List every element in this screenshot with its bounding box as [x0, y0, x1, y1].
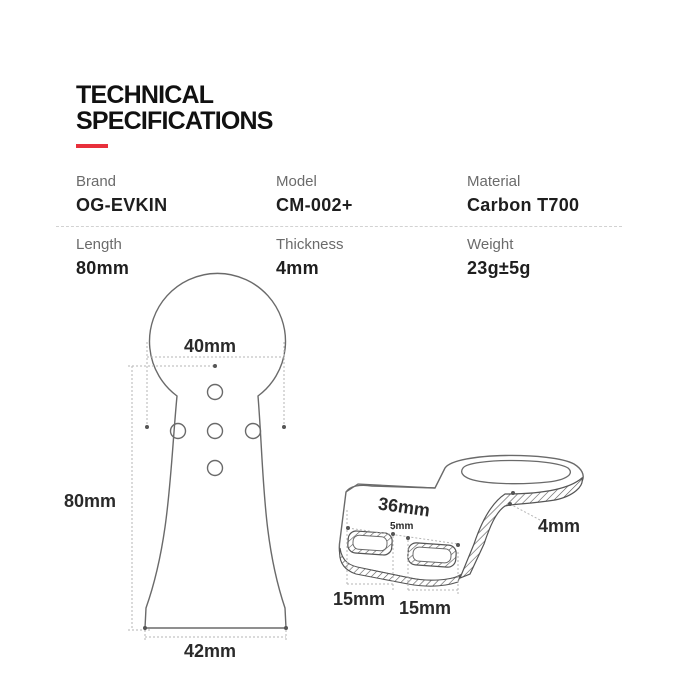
spec-label: Brand: [76, 173, 117, 190]
dim-slot-right: 15mm: [399, 598, 452, 618]
front-dimension-guides: [128, 342, 286, 640]
front-view: [145, 273, 286, 628]
spec-label: Weight: [467, 236, 514, 253]
spec-label: Length: [76, 236, 122, 253]
spec-value: 23g±5g: [467, 258, 531, 278]
dim-bottom-width: 42mm: [184, 641, 237, 661]
front-outline: [145, 273, 286, 628]
dim-height: 80mm: [64, 491, 117, 511]
spec-value: Carbon T700: [467, 195, 580, 215]
spec-value: OG-EVKIN: [76, 195, 168, 215]
slot-right-inner: [413, 547, 452, 564]
front-dimension-points: [143, 364, 288, 630]
spec-label: Material: [467, 173, 521, 190]
mount-hole-top: [208, 385, 223, 400]
mount-hole-left: [171, 424, 186, 439]
mount-hole-center: [208, 424, 223, 439]
dim-slot-gap: 5mm: [390, 521, 414, 532]
dim-thickness: 4mm: [538, 516, 581, 536]
mount-hole-bottom: [208, 461, 223, 476]
title-line-1: TECHNICAL: [76, 81, 214, 109]
spec-label: Model: [276, 173, 317, 190]
dim-slot-left: 15mm: [333, 589, 386, 609]
mount-hole-right: [246, 424, 261, 439]
spec-value: CM-002+: [276, 195, 353, 215]
spec-label: Thickness: [276, 236, 344, 253]
dim-top-width: 40mm: [184, 336, 237, 356]
dim-slot-span: 36mm: [376, 493, 432, 521]
clamp-inner-ring: [462, 461, 571, 484]
slot-left-inner: [353, 535, 388, 551]
spec-value: 80mm: [76, 258, 130, 278]
title-line-2: SPECIFICATIONS: [76, 107, 273, 135]
spec-value: 4mm: [276, 258, 319, 278]
